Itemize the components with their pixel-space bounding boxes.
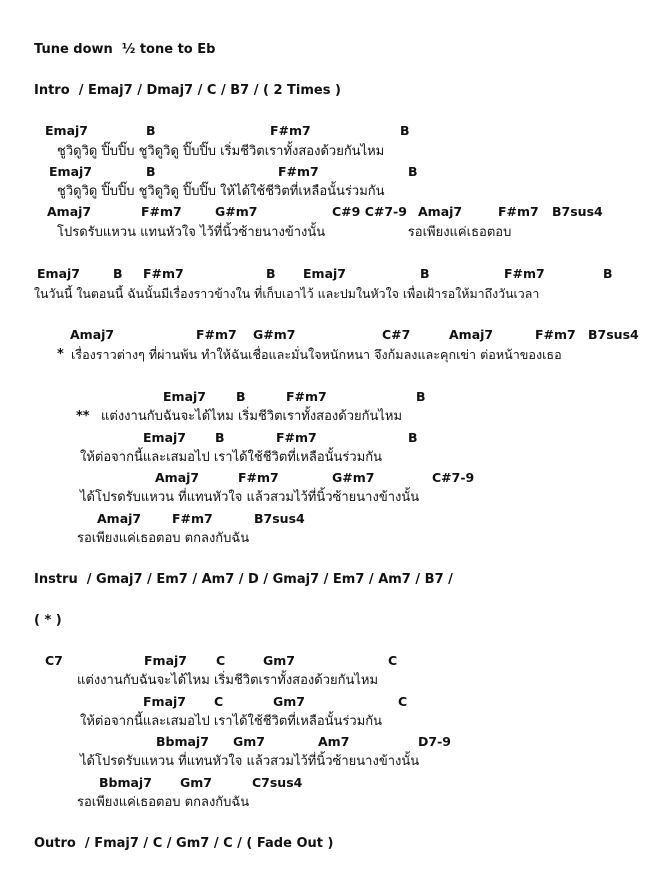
chord: G#m7 xyxy=(215,204,258,219)
chord: B xyxy=(400,123,410,138)
section-mark: ** xyxy=(76,409,90,424)
chord: Fmaj7 xyxy=(144,653,187,668)
chord: B xyxy=(146,164,156,179)
chord: Amaj7 xyxy=(418,204,463,219)
chord: Am7 xyxy=(318,734,350,749)
chord: Emaj7 xyxy=(163,389,206,404)
instrumental-line: Instru / Gmaj7 / Em7 / Am7 / D / Gmaj7 / Em7 / Am7 / B7 / xyxy=(34,572,453,587)
chord: B7sus4 xyxy=(552,204,603,219)
lyric-line: โปรดรับแหวน แทนหัวใจ ไว้ที่นิ้วซ้ายนางข้างนั้น รอเพียงแค่เธอตอบ xyxy=(57,225,512,240)
lyric-line: รอเพียงแค่เธอตอบ ตกลงกับฉัน xyxy=(77,531,250,546)
chord: C7sus4 xyxy=(252,775,303,790)
chord: F#m7 xyxy=(535,327,576,342)
chord: Bbmaj7 xyxy=(99,775,152,790)
chord: G#m7 xyxy=(332,470,375,485)
lyric-line: แต่งงานกับฉันจะได้ไหม เริ่มชีวิตเราทั้งสองด้วยกันไหม xyxy=(101,409,403,424)
chord: B xyxy=(408,164,418,179)
chord: D7-9 xyxy=(418,734,451,749)
chord: C#7 xyxy=(382,327,411,342)
lyric-line: ชูวิดูวิดู ปิ๊บปิ๊บ ชูวิดูวิดู ปิ๊บปิ๊บ เริ่มชีวิตเราทั้งสองด้วยกันไหม xyxy=(57,144,385,159)
chord: C#7-9 xyxy=(432,470,475,485)
chord: Amaj7 xyxy=(97,511,142,526)
lyric-line: ในวันนี้ ในตอนนี้ ฉันนั้นมีเรื่องราวข้างใน ที่เก็บเอาไว้ และปมในหัวใจ เพื่อเฝ้ารอให้มาถึงวันเวลา xyxy=(34,286,540,301)
chord: F#m7 xyxy=(504,266,545,281)
chord: F#m7 xyxy=(172,511,213,526)
chord: B xyxy=(420,266,430,281)
chord: F#m7 xyxy=(276,430,317,445)
chord: Gm7 xyxy=(273,694,305,709)
chord: F#m7 xyxy=(270,123,311,138)
chord: Emaj7 xyxy=(143,430,186,445)
intro-line: Intro / Emaj7 / Dmaj7 / C / B7 / ( 2 Times ) xyxy=(34,83,341,98)
chord: Amaj7 xyxy=(449,327,494,342)
chord: C xyxy=(388,653,398,668)
chord: Fmaj7 xyxy=(143,694,186,709)
chord: Amaj7 xyxy=(70,327,115,342)
chord: C xyxy=(214,694,224,709)
lyric-line: ให้ต่อจากนี้และเสมอไป เราได้ใช้ชีวิตที่เหลือนั้นร่วมกัน xyxy=(80,714,383,729)
chord: B7sus4 xyxy=(588,327,639,342)
chord: B7sus4 xyxy=(254,511,305,526)
chord: Gm7 xyxy=(233,734,265,749)
chord: B xyxy=(416,389,426,404)
chord: C xyxy=(398,694,408,709)
chord: F#m7 xyxy=(498,204,539,219)
chord: B xyxy=(215,430,225,445)
chord: F#m7 xyxy=(278,164,319,179)
chord: G#m7 xyxy=(253,327,296,342)
chord: Emaj7 xyxy=(37,266,80,281)
tuning-note: Tune down ½ tone to Eb xyxy=(34,42,216,57)
lyric-line: รอเพียงแค่เธอตอบ ตกลงกับฉัน xyxy=(77,795,250,810)
chord: B xyxy=(408,430,418,445)
chord: B xyxy=(113,266,123,281)
chord: B xyxy=(236,389,246,404)
chord: Emaj7 xyxy=(49,164,92,179)
lyric-line: เรื่องราวต่างๆ ที่ผ่านพ้น ทำให้ฉันเชื่อและมั่นใจหนักหนา จึงก้มลงและคุกเข่า ต่อหน้าของเธอ xyxy=(71,347,562,362)
chord: B xyxy=(603,266,613,281)
chord: Gm7 xyxy=(263,653,295,668)
section-mark: * xyxy=(57,347,64,362)
outro-line: Outro / Fmaj7 / C / Gm7 / C / ( Fade Out ) xyxy=(34,836,334,851)
lyric-line: ได้โปรดรับแหวน ที่แทนหัวใจ แล้วสวมไว้ที่นิ้วซ้ายนางข้างนั้น xyxy=(80,490,420,505)
chord: C xyxy=(216,653,226,668)
chord: C7 xyxy=(45,653,63,668)
chord: C#9 C#7-9 xyxy=(332,204,407,219)
lyric-line: ให้ต่อจากนี้และเสมอไป เราได้ใช้ชีวิตที่เหลือนั้นร่วมกัน xyxy=(80,450,383,465)
chord: B xyxy=(146,123,156,138)
chord: Gm7 xyxy=(180,775,212,790)
chord: Bbmaj7 xyxy=(156,734,209,749)
chord: B xyxy=(266,266,276,281)
lyric-line: แต่งงานกับฉันจะได้ไหม เริ่มชีวิตเราทั้งสองด้วยกันไหม xyxy=(77,673,379,688)
chord: Amaj7 xyxy=(47,204,92,219)
lyric-line: ชูวิดูวิดู ปิ๊บปิ๊บ ชูวิดูวิดู ปิ๊บปิ๊บ ให้ได้ใช้ชีวิตที่เหลือนั้นร่วมกัน xyxy=(57,184,385,199)
chord: F#m7 xyxy=(238,470,279,485)
chord: F#m7 xyxy=(143,266,184,281)
chord: Emaj7 xyxy=(303,266,346,281)
chord: F#m7 xyxy=(286,389,327,404)
chord: F#m7 xyxy=(196,327,237,342)
lyric-line: ได้โปรดรับแหวน ที่แทนหัวใจ แล้วสวมไว้ที่นิ้วซ้ายนางข้างนั้น xyxy=(80,754,420,769)
chord: Amaj7 xyxy=(155,470,200,485)
chord: Emaj7 xyxy=(45,123,88,138)
chord: F#m7 xyxy=(141,204,182,219)
repeat-mark: ( * ) xyxy=(34,613,62,628)
